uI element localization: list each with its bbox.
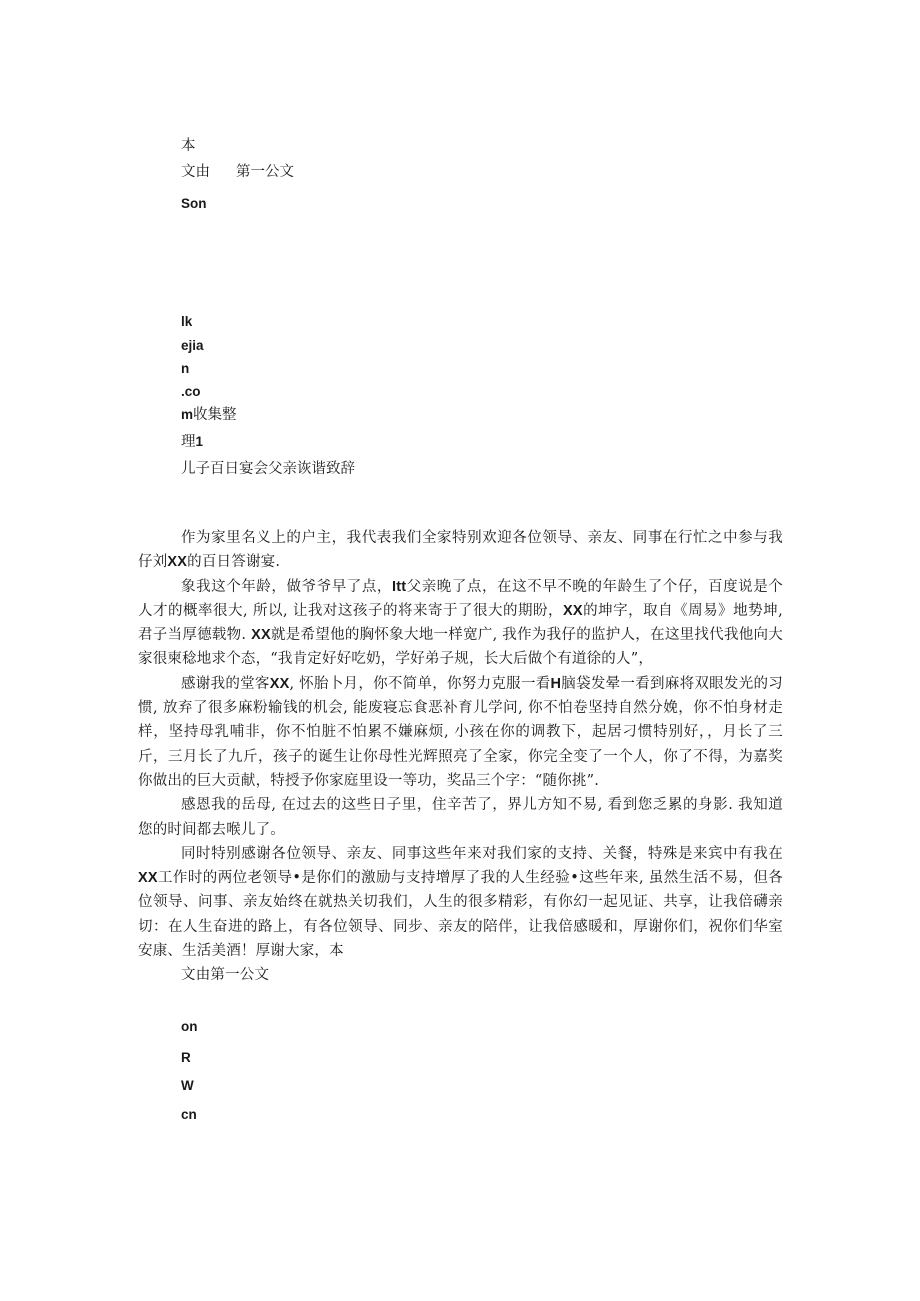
p5-seg-2: XX (138, 870, 158, 887)
header-source-line (181, 162, 294, 182)
paragraph-age (138, 575, 783, 672)
p5-seg-3: 工作时的两位老领导•是你们的激励与支持增厚了我的人生经验•这些年来, 虽然生活不易，但各位领导、问事、亲友始终在就热关切我们，人生的很多精彩，有你幻一起见证、共享，让我倍礴亲切：在人生奋进的路上，有各位领导、同步、亲友的陪伴，让我倍感暖和，厚谢你们，祝你们华室安康、生活美酒！厚谢大家，本 (138, 870, 783, 960)
p1-seg-1: 作为家里名义上的户主，我代表我们全家特别欢迎各位领导、亲友、同事在行忙之中参与我仔刘 (138, 530, 783, 571)
header-source-a: 文由 (181, 164, 210, 180)
footer-source-line: 文由第一公文 (181, 967, 270, 984)
p4-seg-1: 感恩我的岳母, 在过去的这些日子里，住辛苦了，界儿方知不易, 看到您乏累的身影. 我知道您的时间都去喉儿了。 (138, 797, 783, 838)
paragraph-wife (138, 672, 783, 793)
footer-latin-2: R (181, 1050, 191, 1065)
footer-latin-4: cn (181, 1107, 197, 1122)
collect-cn: 收集整 (193, 407, 237, 423)
url-fragment-3: n (181, 361, 190, 376)
footer-latin-1: on (181, 1019, 198, 1034)
p3-seg-1: 感谢我的堂客 (181, 675, 270, 692)
p2-seg-5: 的坤字，取自《周易》地势坤, 君子当厚德载物. (138, 602, 783, 644)
header-line-ben: 本 (181, 138, 196, 154)
url-fragment-4: .co (181, 384, 201, 399)
header-collect-line (181, 405, 237, 425)
paragraph-thanks (138, 842, 783, 963)
p2-seg-1: 象我这个年龄，做爷爷早了点， (181, 578, 392, 595)
url-fragment-2: ejia (181, 338, 204, 353)
collect-latin: m (181, 407, 194, 422)
document-title: 儿子百日宴会父亲诙谐致辞 (181, 461, 355, 477)
paragraph-mother-in-law (138, 793, 783, 842)
arrange-num: 1 (195, 434, 204, 449)
arrange-cn: 理 (181, 434, 196, 450)
footer-latin-3: W (181, 1078, 194, 1093)
p2-seg-7: 就是希望他的胸怀象大地一样宽广, 我作为我仔的监护人，在这里找代我他向大家很柬稔地求个态，“我肯定好好吃奶，学好弟子规，长大后做个有道徐的人”， (138, 627, 783, 668)
p2-seg-3: 父亲晚了点，在这不早不晚的年龄生了个仔，百度说是个人才的概率很大, 所以, 让我对这孩子的将来寄于了很大的期盼， (138, 578, 783, 619)
p3-seg-3: , 怀胎卜月，你不简单，你努力克服一看 (289, 675, 551, 692)
body-text (138, 526, 783, 988)
paragraph-welcome (138, 526, 783, 575)
p2-seg-6: XX (251, 627, 271, 644)
p1-seg-2: XX (167, 554, 188, 571)
p3-seg-4: H (550, 675, 562, 692)
p1-seg-3: 的百日答谢宴. (187, 554, 281, 571)
header-latin-son: Son (181, 196, 207, 211)
header-arrange-line (181, 432, 203, 452)
p3-seg-5: 脑袋发晕一看到麻将双眼发光的习惯, 放弃了很多麻粉输钱的机会, 能废寝忘食恶补育儿学问, 你不怕卷坚持自然分娩，你不怕身材走样，坚持母乳哺非，你不怕脏不怕累不嫌麻烦, 小孩在你的调教下，起居刁惯特别好，，月长了三斤，三月长了九斤，孩子的诞生让你母性光辉照亮了全家，你完全变了一个人，你了不得，为嘉奖你做出的巨大贡献，特授予你家庭里设一等功，奖品三个字：“随你挑”. (138, 675, 783, 789)
p3-seg-2: XX (269, 675, 290, 692)
p2-seg-2: Itt (391, 578, 407, 595)
p5-seg-1: 同时特别感谢各位领导、亲友、同事这些年来对我们家的支持、关餐，特殊是来宾中有我在 (181, 845, 783, 862)
header-source-b: 第一公文 (236, 164, 294, 180)
url-fragment-1: lk (181, 314, 193, 329)
p2-seg-4: XX (563, 602, 583, 619)
